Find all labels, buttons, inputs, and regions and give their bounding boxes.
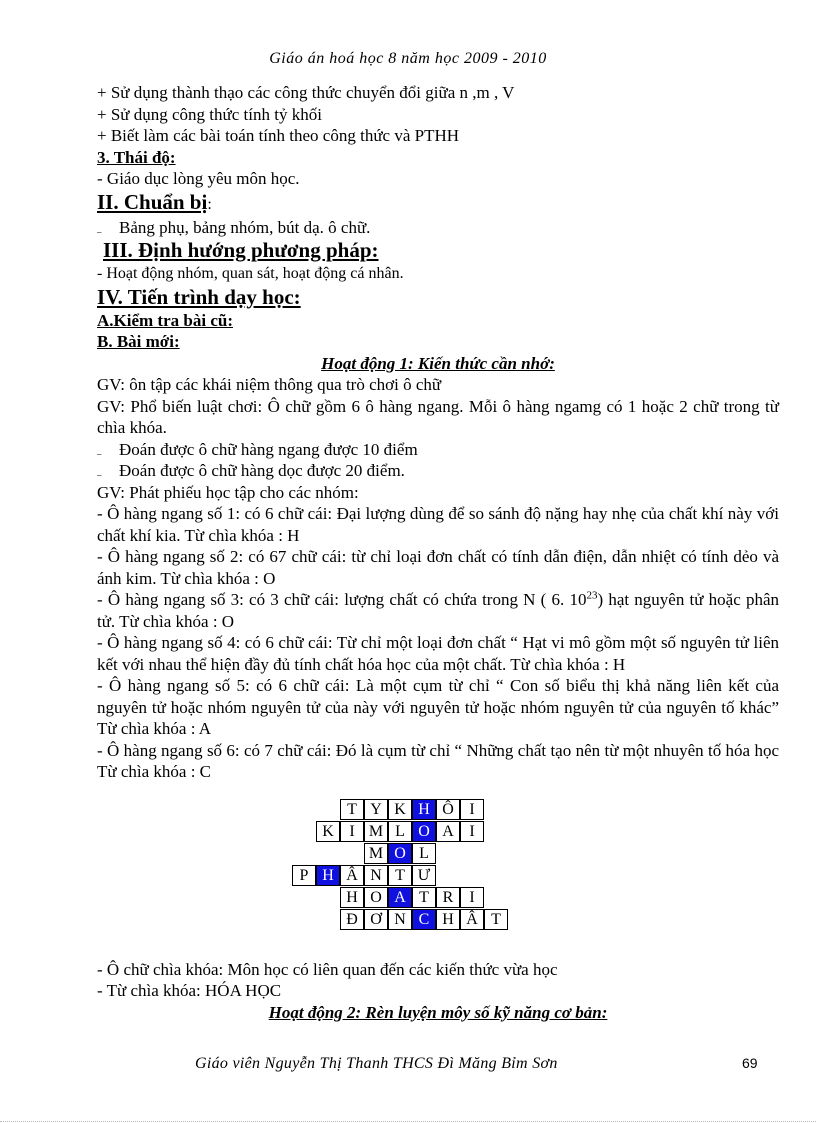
key-answer: - Từ chìa khóa: HÓA HỌC bbox=[97, 981, 282, 1000]
page-header: Giáo án hoá học 8 năm học 2009 - 2010 bbox=[269, 50, 547, 67]
objective-line: + Sử dụng thành thạo các công thức chuyển đổi giữa n ,m , V bbox=[97, 83, 515, 102]
crossword-cell: L bbox=[388, 821, 412, 842]
crossword-cell: O bbox=[388, 843, 412, 864]
page-bottom-divider bbox=[0, 1121, 816, 1122]
crossword-cell: I bbox=[460, 887, 484, 908]
rule-item: – Đoán được ô chữ hàng dọc được 20 điểm. bbox=[97, 460, 779, 482]
section-heading-attitude: 3. Thái độ: bbox=[97, 147, 176, 167]
crossword-cell: I bbox=[340, 821, 364, 842]
crossword-cell: H bbox=[436, 909, 460, 930]
crossword-cell: N bbox=[364, 865, 388, 886]
crossword-cell: O bbox=[412, 821, 436, 842]
clue-text: - Ô hàng ngang số 3: có 3 chữ cái: lượng chất có chứa trong N ( 6. 10 bbox=[97, 590, 587, 609]
clue-2: - Ô hàng ngang số 2: có 67 chữ cái: từ chỉ loại đơn chất có tính dẫn điện, dẫn nhiệt có tính dẻo và ánh kim. Từ chìa khóa : O bbox=[97, 547, 779, 588]
heading-text: II. Chuẩn bị bbox=[97, 189, 208, 214]
crossword-cell: O bbox=[364, 887, 388, 908]
crossword-cell: Y bbox=[364, 799, 388, 820]
activity-title-text: Hoạt động 2: Rèn luyện môy số kỹ năng cơ bản: bbox=[268, 1002, 608, 1022]
crossword-cell: Ư bbox=[412, 865, 436, 886]
crossword-cell: Ô bbox=[436, 799, 460, 820]
crossword-cell: I bbox=[460, 821, 484, 842]
clue-5: - Ô hàng ngang số 5: có 6 chữ cái: Là một cụm từ chỉ “ Con số biểu thị khả năng liên kết của nguyên tử hoặc nhóm nguyên tử của này với nguyên tử hoặc nhóm nguyên tử của nguyên tố khác” Từ chìa khóa : A bbox=[97, 676, 779, 738]
activity-title-text: Hoạt động 1: Kiến thức cần nhớ: bbox=[321, 353, 555, 373]
clue-3 bbox=[97, 589, 779, 632]
crossword-cell: T bbox=[340, 799, 364, 820]
clue-4: - Ô hàng ngang số 4: có 6 chữ cái: Từ chỉ một loại đơn chất “ Hạt vi mô gồm một số nguyên tử liên kết với nhau thể hiện đầy đủ tính chất hóa học của một chất. Từ chìa khóa : H bbox=[97, 633, 779, 674]
crossword-cell: M bbox=[364, 821, 388, 842]
document-body bbox=[97, 82, 779, 1023]
subheading-new-lesson: B. Bài mới: bbox=[97, 332, 180, 351]
crossword-cell: T bbox=[412, 887, 436, 908]
crossword-cell: L bbox=[412, 843, 436, 864]
activity-2-title bbox=[97, 1002, 779, 1024]
crossword-cell: Â bbox=[340, 865, 364, 886]
key-line: - Ô chữ chìa khóa: Môn học có liên quan đến các kiến thức vừa học bbox=[97, 959, 558, 979]
crossword-grid bbox=[97, 799, 779, 959]
heading-text: III. Định hướng phương pháp: bbox=[103, 238, 379, 262]
crossword-cell: K bbox=[316, 821, 340, 842]
crossword-cell: R bbox=[436, 887, 460, 908]
activity-1-title bbox=[97, 353, 779, 375]
preparation-line: – Bảng phụ, bảng nhóm, bút dạ. ô chữ. bbox=[97, 217, 779, 239]
rule-item: – Đoán được ô chữ hàng ngang được 10 điểm bbox=[97, 439, 779, 461]
paragraph: GV: Phổ biến luật chơi: Ô chữ gồm 6 ô hàng ngang. Mỗi ô hàng ngamg có 1 hoặc 2 chữ trong từ chìa khóa. bbox=[97, 396, 779, 437]
heading-colon: : bbox=[207, 195, 212, 213]
crossword-cell: M bbox=[364, 843, 388, 864]
attitude-line: - Giáo dục lòng yêu môn học. bbox=[97, 169, 300, 188]
crossword-cell: C bbox=[412, 909, 436, 930]
exponent: 23 bbox=[586, 589, 598, 602]
crossword-cell: K bbox=[388, 799, 412, 820]
section-heading-process bbox=[97, 285, 779, 310]
paragraph: GV: Phát phiếu học tập cho các nhóm: bbox=[97, 482, 359, 502]
crossword-cell: T bbox=[484, 909, 508, 930]
crossword-cell: N bbox=[388, 909, 412, 930]
clue-6: - Ô hàng ngang số 6: có 7 chữ cái: Đó là cụm từ chỉ “ Những chất tạo nên từ một nhuyên tố hóa học Từ chìa khóa : C bbox=[97, 740, 779, 781]
objective-line: + Biết làm các bài toán tính theo công thức và PTHH bbox=[97, 126, 460, 145]
crossword-cell: Â bbox=[460, 909, 484, 930]
clue-text: ) hạt nguyên tử hoặc phân tử. Từ chìa khóa : O bbox=[97, 590, 779, 631]
paragraph: GV: ôn tập các khái niệm thông qua trò chơi ô chữ bbox=[97, 375, 442, 394]
crossword-cell: H bbox=[340, 887, 364, 908]
crossword-cell: A bbox=[436, 821, 460, 842]
heading-text: IV. Tiến trình dạy học: bbox=[97, 284, 301, 309]
objective-line: + Sử dụng công thức tính tỷ khối bbox=[97, 104, 322, 124]
page-number: 69 bbox=[742, 1055, 758, 1071]
section-heading-preparation bbox=[97, 190, 779, 217]
crossword-cell: T bbox=[388, 865, 412, 886]
page-footer: Giáo viên Nguyễn Thị Thanh THCS Đì Măng Bỉm Sơn bbox=[195, 1055, 558, 1072]
clue-1: - Ô hàng ngang số 1: có 6 chữ cái: Đại lượng dùng để so sánh độ nặng hay nhẹ của chất khí này với chất khí kia. Từ chìa khóa : H bbox=[97, 504, 779, 545]
crossword-cell: A bbox=[388, 887, 412, 908]
section-heading-method bbox=[97, 238, 779, 263]
crossword-cell: I bbox=[460, 799, 484, 820]
crossword-cell: P bbox=[292, 865, 316, 886]
crossword-cell: Đ bbox=[340, 909, 364, 930]
subheading-review: A.Kiểm tra bài cũ: bbox=[97, 310, 233, 330]
crossword-cell: Ơ bbox=[364, 909, 388, 930]
method-line: - Hoạt động nhóm, quan sát, hoạt động cá nhân. bbox=[97, 265, 404, 282]
crossword-cell: H bbox=[412, 799, 436, 820]
crossword-cell: H bbox=[316, 865, 340, 886]
